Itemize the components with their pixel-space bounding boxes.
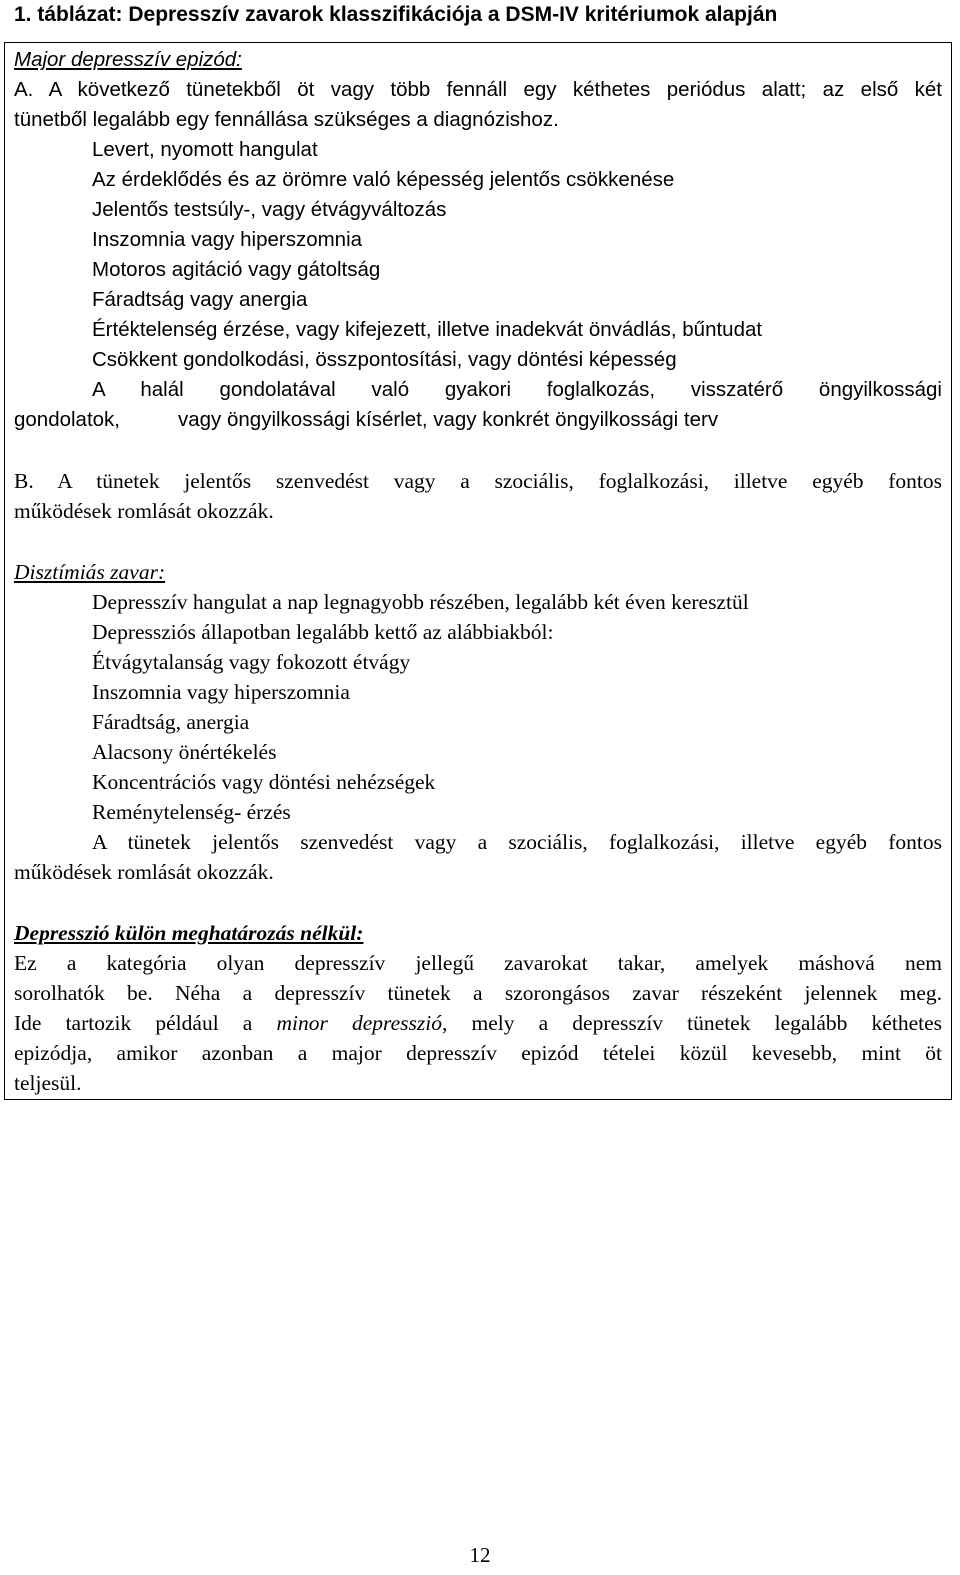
nos-heading: Depresszió külön meghatározás nélkül: xyxy=(14,921,364,945)
nos-line-3-end: , mely a depresszív tünetek legalább kéthetes xyxy=(441,1011,942,1035)
dysthymia-item: Reménytelenség- érzés xyxy=(92,800,291,824)
page-number: 12 xyxy=(469,1543,491,1567)
major-symptom: Levert, nyomott hangulat xyxy=(92,138,318,161)
dysthymia-item: Fáradtság, anergia xyxy=(92,710,250,734)
major-symptom: Fáradtság vagy anergia xyxy=(92,288,308,311)
major-suicide-line-2a: gondolatok, xyxy=(14,408,121,431)
major-symptom: Inszomnia vagy hiperszomnia xyxy=(92,228,363,251)
nos-line-3-start: Ide tartozik például a xyxy=(14,1011,253,1035)
dysthymia-item: Alacsony önértékelés xyxy=(92,740,277,764)
dysthymia-item: Inszomnia vagy hiperszomnia xyxy=(92,680,350,704)
major-heading: Major depresszív epizód: xyxy=(14,48,242,71)
dysthymia-last-line-1: A tünetek jelentős szenvedést vagy a szociális, foglalkozási, illetve egyéb fontos xyxy=(92,830,942,854)
major-symptom: Az érdeklődés és az örömre való képesség jelentős csökkenése xyxy=(92,168,675,191)
major-intro-line-1: A. A következő tünetekből öt vagy több fennáll egy kéthetes periódus alatt; az első két xyxy=(14,78,942,101)
nos-line-3 xyxy=(14,1008,942,1038)
table-caption: 1. táblázat: Depresszív zavarok klasszifikációja a DSM-IV kritériumok alapján xyxy=(14,3,778,26)
dysthymia-item: Koncentrációs vagy döntési nehézségek xyxy=(92,770,436,794)
major-intro-line-2: tünetből legalább egy fennállása szükséges a diagnózishoz. xyxy=(14,108,559,131)
nos-line-5: teljesül. xyxy=(14,1071,82,1095)
major-symptom: Jelentős testsúly-, vagy étvágyváltozás xyxy=(92,198,447,221)
nos-line-2: sorolhatók be. Néha a depresszív tünetek a szorongásos zavar részeként jelennek meg. xyxy=(14,981,942,1005)
nos-line-1: Ez a kategória olyan depresszív jellegű zavarokat takar, amelyek máshová nem xyxy=(14,951,942,975)
major-criterion-b-line-2: működések romlását okozzák. xyxy=(14,499,274,523)
major-suicide-line-2b: vagy öngyilkossági kísérlet, vagy konkrét öngyilkossági terv xyxy=(178,408,719,431)
major-symptom: Csökkent gondolkodási, összpontosítási, vagy döntési képesség xyxy=(92,348,677,371)
major-symptom: Értéktelenség érzése, vagy kifejezett, illetve inadekvát önvádlás, bűntudat xyxy=(92,318,763,341)
dysthymia-item: Depresszív hangulat a nap legnagyobb részében, legalább két éven keresztül xyxy=(92,590,749,614)
major-suicide-line-1: A halál gondolatával való gyakori foglalkozás, visszatérő öngyilkossági xyxy=(92,378,942,401)
dysthymia-heading: Disztímiás zavar: xyxy=(14,560,166,584)
nos-line-3-italic-term: minor depresszió xyxy=(276,1011,442,1035)
dysthymia-last-line-2: működések romlását okozzák. xyxy=(14,860,274,884)
dysthymia-item: Depressziós állapotban legalább kettő az alábbiakból: xyxy=(92,620,554,644)
major-criterion-b-line-1: B. A tünetek jelentős szenvedést vagy a szociális, foglalkozási, illetve egyéb fontos xyxy=(14,469,942,493)
nos-line-4: epizódja, amikor azonban a major depresszív epizód tételei közül kevesebb, mint öt xyxy=(14,1041,942,1065)
dysthymia-item: Étvágytalanság vagy fokozott étvágy xyxy=(92,650,411,674)
major-symptom: Motoros agitáció vagy gátoltság xyxy=(92,258,381,281)
